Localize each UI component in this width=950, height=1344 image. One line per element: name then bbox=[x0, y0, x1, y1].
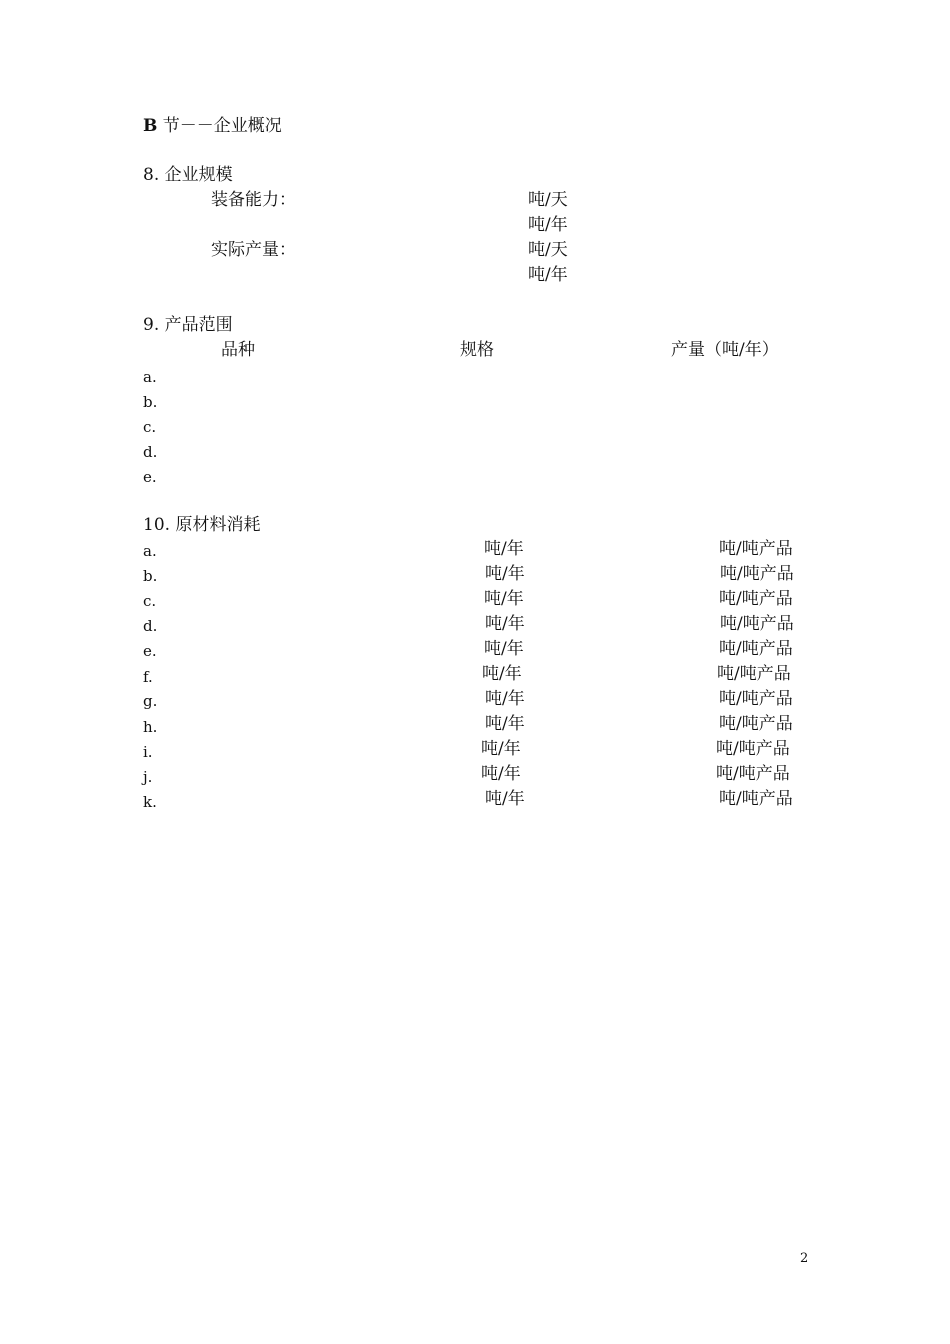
q10-unit-year: 吨/年 bbox=[485, 714, 525, 734]
q9-heading: 9. 产品范围 bbox=[143, 315, 233, 335]
column-output: 产量（吨/年） bbox=[671, 340, 779, 360]
q9-row-label: a. bbox=[143, 368, 157, 386]
q10-heading: 10. 原材料消耗 bbox=[143, 515, 261, 535]
section-title: 节－－企业概况 bbox=[162, 116, 282, 136]
capacity-label: 装备能力： bbox=[211, 190, 296, 210]
actual-unit-year: 吨/年 bbox=[528, 265, 568, 285]
q10-unit-year: 吨/年 bbox=[484, 639, 524, 659]
q10-unit-per-product: 吨/吨产品 bbox=[719, 714, 793, 734]
q10-unit-year: 吨/年 bbox=[481, 764, 521, 784]
column-spec: 规格 bbox=[460, 340, 494, 360]
q10-unit-per-product: 吨/吨产品 bbox=[719, 689, 793, 709]
q10-unit-per-product: 吨/吨产品 bbox=[719, 789, 793, 809]
q10-row-label: c. bbox=[143, 592, 157, 610]
q10-unit-year: 吨/年 bbox=[484, 539, 524, 559]
q9-row-label: e. bbox=[143, 468, 157, 486]
section-letter: B bbox=[143, 116, 158, 136]
q9-row-label: b. bbox=[143, 393, 158, 411]
capacity-unit-day: 吨/天 bbox=[528, 190, 568, 210]
q10-row-label: e. bbox=[143, 642, 157, 660]
q10-unit-per-product: 吨/吨产品 bbox=[719, 589, 793, 609]
q10-row-label: i. bbox=[143, 743, 153, 761]
capacity-unit-year: 吨/年 bbox=[528, 215, 568, 235]
q10-unit-per-product: 吨/吨产品 bbox=[716, 764, 790, 784]
q10-unit-year: 吨/年 bbox=[485, 789, 525, 809]
q10-row-label: k. bbox=[143, 793, 157, 811]
q10-unit-year: 吨/年 bbox=[481, 739, 521, 759]
q10-unit-per-product: 吨/吨产品 bbox=[719, 539, 793, 559]
q10-unit-per-product: 吨/吨产品 bbox=[720, 564, 794, 584]
q10-row-label: a. bbox=[143, 542, 157, 560]
q10-unit-year: 吨/年 bbox=[485, 614, 525, 634]
q10-row-label: b. bbox=[143, 567, 158, 585]
q10-row-label: d. bbox=[143, 617, 158, 635]
q9-row-label: c. bbox=[143, 418, 157, 436]
q10-unit-per-product: 吨/吨产品 bbox=[719, 639, 793, 659]
q10-unit-per-product: 吨/吨产品 bbox=[720, 614, 794, 634]
q10-unit-year: 吨/年 bbox=[485, 564, 525, 584]
q10-unit-per-product: 吨/吨产品 bbox=[716, 739, 790, 759]
q10-unit-year: 吨/年 bbox=[485, 689, 525, 709]
section-heading bbox=[143, 116, 282, 136]
actual-label: 实际产量： bbox=[211, 240, 296, 260]
q10-unit-year: 吨/年 bbox=[482, 664, 522, 684]
q10-unit-year: 吨/年 bbox=[484, 589, 524, 609]
actual-unit-day: 吨/天 bbox=[528, 240, 568, 260]
q9-row-label: d. bbox=[143, 443, 158, 461]
q8-heading: 8. 企业规模 bbox=[143, 165, 233, 185]
q10-row-label: f. bbox=[143, 668, 153, 686]
q10-row-label: g. bbox=[143, 692, 158, 710]
q10-row-label: j. bbox=[143, 768, 153, 786]
page-number: 2 bbox=[800, 1251, 809, 1266]
column-variety: 品种 bbox=[221, 340, 255, 360]
q10-row-label: h. bbox=[143, 718, 158, 736]
q10-unit-per-product: 吨/吨产品 bbox=[717, 664, 791, 684]
